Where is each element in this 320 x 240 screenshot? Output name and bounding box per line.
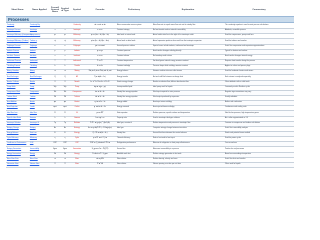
- type-symbol-cell: T: [64, 61, 66, 63]
- preliminary-cell: Steady flow energy equation: [116, 97, 138, 99]
- applied-name-cell: Turbine: [29, 97, 36, 99]
- formula-cell: X_dest = T₀ S_gen: [92, 152, 108, 155]
- explanation-cell: Volume passing a section per unit time: [152, 164, 181, 165]
- explanation-cell: Nozzle accelerates flow; diffuser decelerates flow: [152, 81, 189, 83]
- symbol-cell: Isothermal: [73, 61, 81, 63]
- preliminary-cell: Constant enthalpy: [116, 66, 131, 68]
- table-body: [6, 24, 294, 168]
- formula-cell: h₁ + V₁²/2 = h₂ + V₂²/2: [90, 80, 110, 83]
- symbol-cell: Energy: [74, 133, 80, 135]
- explanation-cell: Relates pressure, specific volume and temperature: [152, 112, 190, 114]
- commentary-cell: Common in compressor and turbine calculations: [224, 122, 260, 124]
- commentary-cell: Typical for heaters and coolers: [224, 50, 248, 52]
- explanation-cell: For ideal gases internal energy remains constant: [152, 61, 189, 63]
- short-name-cell: Continuity: [6, 25, 15, 27]
- type-symbol-cell: R: [64, 112, 66, 114]
- type-symbol-cell: h: [64, 66, 66, 68]
- short-name-cell: Isobaric Process: [6, 50, 20, 52]
- type-symbol-cell: qout: [63, 107, 67, 109]
- formula-cell: pv = RT: [96, 111, 104, 114]
- commentary-cell: Valid for low pressure, high temperature gases: [224, 112, 259, 114]
- applied-name-cell: Throttling: [29, 66, 37, 68]
- table-row: [6, 163, 294, 168]
- commentary-cell: Air is often approximated as 1.4: [224, 117, 248, 119]
- type-symbol-cell: Wc: [63, 92, 67, 94]
- applied-name-cell: Irreversibility: [29, 148, 40, 150]
- preliminary-cell: Refrigeration performance: [116, 143, 136, 145]
- symbol-cell: Efficiency: [73, 40, 81, 42]
- applied-name-cell: Heater: [29, 102, 35, 104]
- commentary-cell: Based on surroundings temperature: [224, 153, 252, 155]
- commentary-cell: Adiabatic, reversible process: [224, 30, 246, 32]
- preliminary-cell: Actual work vs ideal work: [116, 40, 136, 42]
- column-header: Short Name: [11, 8, 24, 11]
- applied-name-cell: Gamma: [29, 117, 36, 119]
- applied-name-cell: Cooler: [29, 107, 35, 109]
- preliminary-cell: Ideal gas: [116, 128, 124, 130]
- symbol-cell: Pump: [74, 86, 80, 88]
- short-name-cell: Pump Work: [6, 86, 16, 88]
- short-name-cell: Entropy Generation: [6, 148, 22, 150]
- short-name-cell: Throttling Process: [6, 66, 21, 68]
- applied-name-cell: Isochoric: [29, 56, 37, 58]
- explanation-cell: Computes entropy change between two states: [152, 128, 187, 130]
- explanation-cell: Measures irreversibility in a process: [152, 148, 179, 150]
- short-name-cell: Exergy Destruction: [6, 153, 21, 155]
- preliminary-cell: Flow relation: [116, 164, 127, 165]
- type-symbol-cell: ṁ: [64, 71, 66, 73]
- formal-name-cell: V̇: [54, 164, 56, 165]
- symbol-cell: HX: [75, 76, 79, 78]
- formula-cell: η = W_net / Q_in: [93, 137, 107, 140]
- preliminary-cell: Thermal efficiency: [116, 138, 131, 140]
- commentary-cell: Applies to valves and porous plugs: [224, 66, 251, 68]
- short-name-cell: Entropy Change: [6, 128, 19, 130]
- commentary-cell: Useful for ducts and nozzles: [224, 158, 246, 160]
- short-name-cell: Specific Heat Ratio: [6, 117, 21, 119]
- short-name-cell: Ideal Gas Law: [6, 112, 18, 114]
- explanation-cell: Relates temperature and pressure in isentropic flow: [152, 122, 191, 124]
- preliminary-cell: Second law: [116, 148, 126, 150]
- symbol-cell: IG: [76, 112, 78, 114]
- type-symbol-cell: V: [64, 81, 66, 83]
- commentary-cell: Usually adiabatic: [224, 97, 238, 99]
- preliminary-cell: Incompressible liquid: [116, 86, 133, 88]
- type-symbol-cell: Δs: [64, 128, 66, 130]
- preliminary-cell: General process relation: [116, 45, 135, 47]
- commentary-cell: Condensers and cooling units: [224, 107, 247, 109]
- formal-name-cell: Wc: [53, 92, 57, 94]
- formal-name-cell: k: [54, 117, 56, 119]
- formula-cell: q_out = h₁ - h₂: [93, 106, 107, 109]
- formal-name-cell: Δs: [54, 128, 56, 130]
- formal-name-cell: T: [54, 61, 56, 63]
- symbol-cell: Flow: [75, 158, 79, 160]
- formula-cell: T₁ = T₂: [97, 60, 103, 63]
- short-name-cell: Heat Rejection: [6, 107, 18, 109]
- commentary-cell: Commonly used in Rankine cycles: [224, 86, 250, 88]
- symbol-cell: Mixing: [74, 71, 80, 73]
- commentary-cell: Each stream is analyzed separately: [224, 76, 251, 78]
- applied-name-cell: Turbine η: [29, 40, 37, 42]
- formal-name-cell: COP: [53, 143, 57, 145]
- formal-name-cell: η: [54, 138, 56, 140]
- explanation-cell: Work output produced by expansion: [152, 97, 180, 99]
- applied-name-cell: Pump: [29, 86, 35, 88]
- applied-name-cell: Efficiency: [29, 138, 37, 140]
- formal-name-cell: Wt: [53, 97, 56, 99]
- explanation-cell: General first-law statement for control volumes: [152, 133, 187, 135]
- formula-cell: Δs = cp ln(T₂/T₁) - R ln(p₂/p₁): [87, 127, 113, 130]
- short-name-cell: Isothermal Process: [6, 61, 21, 63]
- formal-name-cell: Q̇: [54, 76, 56, 78]
- column-header: Symbol: [73, 8, 81, 11]
- preliminary-cell: Energy transfer: [116, 76, 129, 78]
- formal-name-cell: ηt: [54, 40, 56, 42]
- preliminary-cell: Constant entropy: [116, 30, 130, 32]
- table-header: [6, 6, 294, 14]
- formula-cell: V̇ = VA: [97, 163, 103, 165]
- applied-name-cell: Compressor η: [29, 35, 41, 37]
- type-symbol-cell: s: [64, 30, 66, 32]
- symbol-cell: Heater: [74, 102, 80, 104]
- formal-name-cell: Tp: [54, 122, 56, 124]
- formula-cell: k = cp / cv: [95, 116, 105, 119]
- explanation-cell: Heat rejected lowers enthalpy: [152, 107, 175, 109]
- commentary-cell: Used for power cycles: [224, 138, 242, 140]
- explanation-cell: Used in isentropic ideal-gas relations: [152, 117, 180, 119]
- formal-name-cell: ṁ: [54, 158, 56, 160]
- formula-cell: ẇp = v(p₂ - p₁): [93, 85, 107, 88]
- symbol-cell: COP: [75, 143, 79, 145]
- type-symbol-cell: COP: [63, 143, 67, 145]
- symbol-cell: Polytropic: [73, 45, 81, 47]
- formula-cell: S_gen = Δs - Σ(Q/T): [91, 147, 109, 150]
- explanation-cell: Work input required to raise pressure: [152, 92, 180, 94]
- type-symbol-cell: V̇: [64, 164, 66, 165]
- preliminary-cell: Energy removed: [116, 107, 129, 109]
- commentary-cell: Useful for compression and expansion approximations: [224, 45, 265, 47]
- formula-cell: ẇt = h₁ - h₂: [95, 96, 105, 99]
- symbol-cell: Generation: [72, 148, 82, 150]
- symbol-cell: Turbine: [74, 97, 80, 99]
- symbol-cell: Flow: [75, 164, 79, 165]
- formal-name-cell: [50, 26, 60, 27]
- short-name-cell: Isochoric Process: [6, 56, 20, 58]
- symbol-cell: Gamma: [74, 117, 80, 119]
- preliminary-cell: Constant volume: [116, 56, 130, 58]
- preliminary-cell: Kinetic energy change: [116, 81, 134, 83]
- column-header: Name Applied: [32, 8, 47, 11]
- formula-cell: v₁ = v₂: [97, 55, 103, 58]
- explanation-cell: No boundary work is done: [152, 56, 172, 58]
- preliminary-cell: Available work lost: [116, 153, 131, 155]
- applied-name-cell: Exergy: [29, 153, 35, 155]
- applied-name-cell: Volume Flow: [29, 164, 40, 165]
- short-name-cell: Heat Exchanger: [6, 76, 19, 78]
- formal-name-cell: qin: [53, 102, 57, 104]
- preliminary-cell: Ideal gas, constant k: [116, 122, 132, 124]
- commentary-cell: Heat transfer changes internal energy: [224, 56, 253, 58]
- type-symbol-cell: k: [64, 117, 66, 119]
- column-header: Formula: [95, 8, 105, 11]
- short-name-cell: Polytropic Process: [6, 45, 21, 47]
- type-symbol-cell: ηc: [64, 35, 66, 37]
- commentary-cell: Requires heat transfer during the process: [224, 61, 256, 63]
- preliminary-cell: Constant temperature: [116, 61, 133, 63]
- formal-name-cell: h: [54, 66, 56, 68]
- formula-cell: Σṁ_in h_in = Σṁ_out h_out: [88, 70, 112, 73]
- explanation-cell: Special cases include isobaric, isothermal and isentropic: [152, 45, 194, 47]
- formal-name-cell: v: [54, 56, 56, 58]
- formal-name-cell: Wp: [53, 86, 57, 88]
- column-header: Commentary: [252, 8, 266, 11]
- column-header: Preliminary: [128, 8, 140, 11]
- formal-name-cell: p: [54, 50, 56, 52]
- symbol-cell: Throttle: [74, 66, 80, 68]
- formal-name-cell: V: [54, 81, 56, 83]
- preliminary-cell: Flow relation: [116, 158, 127, 160]
- formula-cell: ṁ₁ = ṁ₂ = ṁ: [94, 24, 106, 27]
- preliminary-cell: Property ratio: [116, 117, 127, 119]
- formula-cell: ẇc = h₂ - h₁: [95, 91, 105, 94]
- short-name-cell: Isentropic Process: [6, 30, 21, 32]
- short-name-cell: Isentropic Efficiency (Compressor): [6, 35, 32, 37]
- column-header: Explanation: [181, 8, 195, 11]
- formal-name-cell: Xd: [53, 153, 56, 155]
- symbol-cell: Isochoric: [73, 56, 81, 58]
- applied-name-cell: Isentropic IG: [29, 122, 40, 124]
- formal-name-cell: E: [54, 133, 56, 135]
- applied-name-cell: Mixing: [29, 71, 35, 73]
- symbol-cell: Nozzle: [74, 81, 80, 83]
- preliminary-cell: Energy balance: [116, 71, 129, 73]
- commentary-cell: Often adiabatic with no shaft work: [224, 81, 250, 83]
- applied-name-cell: Isothermal: [29, 61, 38, 63]
- applied-name-cell: Compressor: [29, 92, 39, 94]
- short-name-cell: Mixing Chamber: [6, 71, 19, 73]
- preliminary-cell: Steady flow: [116, 133, 126, 135]
- applied-name-cell: Entropy: [29, 128, 36, 130]
- type-symbol-cell: v: [64, 56, 66, 58]
- formal-name-cell: R: [54, 112, 56, 114]
- type-symbol-cell: qin: [63, 102, 67, 104]
- explanation-cell: Relates entropy generation to lost work: [152, 153, 182, 155]
- symbol-cell: Cooler: [74, 107, 80, 109]
- formula-cell: pvⁿ = const: [95, 44, 105, 47]
- explanation-cell: Measure of refrigerator or heat pump effectiveness: [152, 143, 190, 145]
- formal-name-cell: n: [54, 45, 56, 47]
- applied-name-cell: Isobaric: [29, 50, 36, 52]
- short-name-cell: Turbine Work: [6, 97, 17, 99]
- type-symbol-cell: Wt: [63, 97, 66, 99]
- commentary-cell: The continuity equation is used in most process calculations: [224, 25, 269, 27]
- applied-name-cell: First Law: [29, 133, 37, 135]
- explanation-cell: Ideal pump work for liquids: [152, 86, 173, 88]
- preliminary-cell: Energy added: [116, 102, 128, 104]
- explanation-cell: Actual outlet state lies to the right of the isentropic outlet: [152, 35, 194, 37]
- type-symbol-cell: Xd: [63, 153, 66, 155]
- symbol-cell: Isobaric: [74, 50, 80, 52]
- formula-cell: Q̇ = ṁ(h₂ - h₁): [94, 75, 106, 78]
- explanation-cell: Heat transfer changes enthalpy directly: [152, 50, 182, 52]
- commentary-cell: Kinetic and potential terms omitted: [224, 133, 251, 135]
- applied-name-cell: Nozzle: [29, 81, 35, 83]
- explanation-cell: Heat input raises enthalpy: [152, 102, 172, 104]
- symbol-cell: Isentropic: [73, 30, 81, 32]
- explanation-cell: No heat transfer and no internal irreversibility: [152, 30, 186, 32]
- commentary-cell: Often used for liquids: [224, 164, 241, 165]
- explanation-cell: Hot and cold fluid streams exchange heat: [152, 76, 184, 78]
- formal-name-cell: qout: [53, 107, 57, 109]
- formula-cell: ṁ = ρVA: [96, 157, 104, 160]
- short-name-cell: Mass Flow Rate: [6, 158, 19, 160]
- applied-name-cell: Mass Flow: [29, 158, 38, 160]
- formula-cell: Q̇ - Ẇ = ṁ(h₂ - h₁): [92, 132, 108, 135]
- preliminary-cell: Ideal work vs actual work: [116, 35, 136, 37]
- formal-name-cell: ηc: [54, 35, 56, 37]
- explanation-cell: Streams combine into one outlet stream: [152, 71, 182, 73]
- short-name-cell: Nozzle / Diffuser: [6, 81, 19, 83]
- symbol-cell: Compressor: [72, 92, 82, 94]
- commentary-cell: Used for compressors, pumps and fans: [224, 35, 254, 37]
- formal-name-cell: ṁ: [54, 71, 56, 73]
- formal-name-cell: s: [54, 30, 56, 32]
- preliminary-cell: State equation: [116, 112, 128, 114]
- type-symbol-cell: p: [64, 50, 66, 52]
- type-symbol-cell: η: [64, 138, 66, 140]
- commentary-cell: Boilers and combustors: [224, 102, 243, 104]
- commentary-cell: Useful for irreversibility analysis: [224, 128, 248, 130]
- type-symbol-cell: [60, 26, 70, 27]
- applied-name-cell: Isentropic: [29, 30, 38, 32]
- section-title: Processes: [6, 16, 294, 23]
- short-name-cell: Heat Addition: [6, 102, 17, 104]
- symbol-cell: Efficiency: [73, 35, 81, 37]
- commentary-cell: Can exceed one: [224, 143, 237, 145]
- column-header: Symbol of Type: [61, 7, 69, 12]
- short-name-cell: Isentropic Efficiency (Turbine): [6, 40, 29, 42]
- formula-cell: COP = Q_desired / W_in: [89, 142, 111, 145]
- type-symbol-cell: ηt: [64, 40, 66, 42]
- type-symbol-cell: E: [64, 133, 66, 135]
- symbol-cell: Continuity: [73, 25, 81, 27]
- short-name-cell: Isentropic Relation: [6, 122, 21, 124]
- type-symbol-cell: Q̇: [64, 76, 66, 78]
- short-name-cell: Volumetric Flow: [6, 164, 19, 165]
- short-name-cell: Compressor Work: [6, 92, 21, 94]
- explanation-cell: Mass flow rate in equals mass flow rate out for steady flow: [152, 25, 196, 27]
- formula-cell: ηc = (h₂s - h₁)/(h₂ - h₁): [90, 34, 110, 37]
- preliminary-cell: Constant pressure: [116, 50, 131, 52]
- commentary-cell: Used for turbines and nozzles: [224, 40, 247, 42]
- formula-cell: p₁ = p₂: [97, 49, 103, 52]
- applied-name-cell: Continuity Eq.: [29, 25, 41, 27]
- data-table: [6, 24, 294, 206]
- type-symbol-cell: ṁ: [64, 158, 66, 160]
- applied-name-cell: Polytropic: [29, 45, 38, 47]
- applied-name-cell: COP: [29, 143, 34, 145]
- applied-name-cell: Heat Exchanger: [29, 76, 42, 78]
- formal-name-cell: Sgen: [53, 148, 57, 150]
- formula-cell: h₁ = h₂: [97, 65, 103, 68]
- explanation-cell: Pressure drops while enthalpy remains constant: [152, 66, 188, 68]
- symbol-cell: Exergy: [74, 153, 80, 155]
- explanation-cell: Actual expansion produces less work than the isentropic expansion: [152, 40, 202, 42]
- formula-cell: s₁ = s₂: [97, 29, 103, 32]
- type-symbol-cell: Sgen: [63, 148, 67, 150]
- symbol-cell: Entropy: [74, 128, 80, 130]
- commentary-cell: Positive for real processes: [224, 148, 245, 150]
- short-name-cell: Coefficient of Performance: [6, 143, 27, 145]
- type-symbol-cell: Wp: [63, 86, 67, 88]
- type-symbol-cell: n: [64, 45, 66, 47]
- symbol-cell: Relation: [73, 122, 81, 124]
- symbol-cell: Cycle: [74, 138, 80, 140]
- explanation-cell: Relates density, velocity and area: [152, 158, 178, 160]
- applied-name-cell: Ideal Gas: [29, 112, 37, 114]
- preliminary-cell: Steady flow energy equation: [116, 92, 138, 94]
- formula-cell: ηt = (h₁ - h₂)/(h₁ - h₂s): [90, 39, 110, 42]
- type-symbol-cell: Tp: [64, 122, 66, 124]
- short-name-cell: Cycle Efficiency: [6, 138, 19, 140]
- formula-cell: q_in = h₂ - h₁: [94, 101, 106, 104]
- short-name-cell: Energy Balance: [6, 133, 19, 135]
- commentary-cell: Negative sign conventions may vary: [224, 92, 252, 94]
- preliminary-cell: Mass conservation across system: [116, 25, 142, 27]
- commentary-cell: Used for feedwater heaters and mixers: [224, 71, 254, 73]
- formula-cell: T₂/T₁ = (p₂/p₁)^((k-1)/k): [90, 121, 110, 124]
- column-header: Formal/ General Name: [50, 6, 60, 14]
- explanation-cell: Ratio of net work to heat input: [152, 138, 175, 140]
